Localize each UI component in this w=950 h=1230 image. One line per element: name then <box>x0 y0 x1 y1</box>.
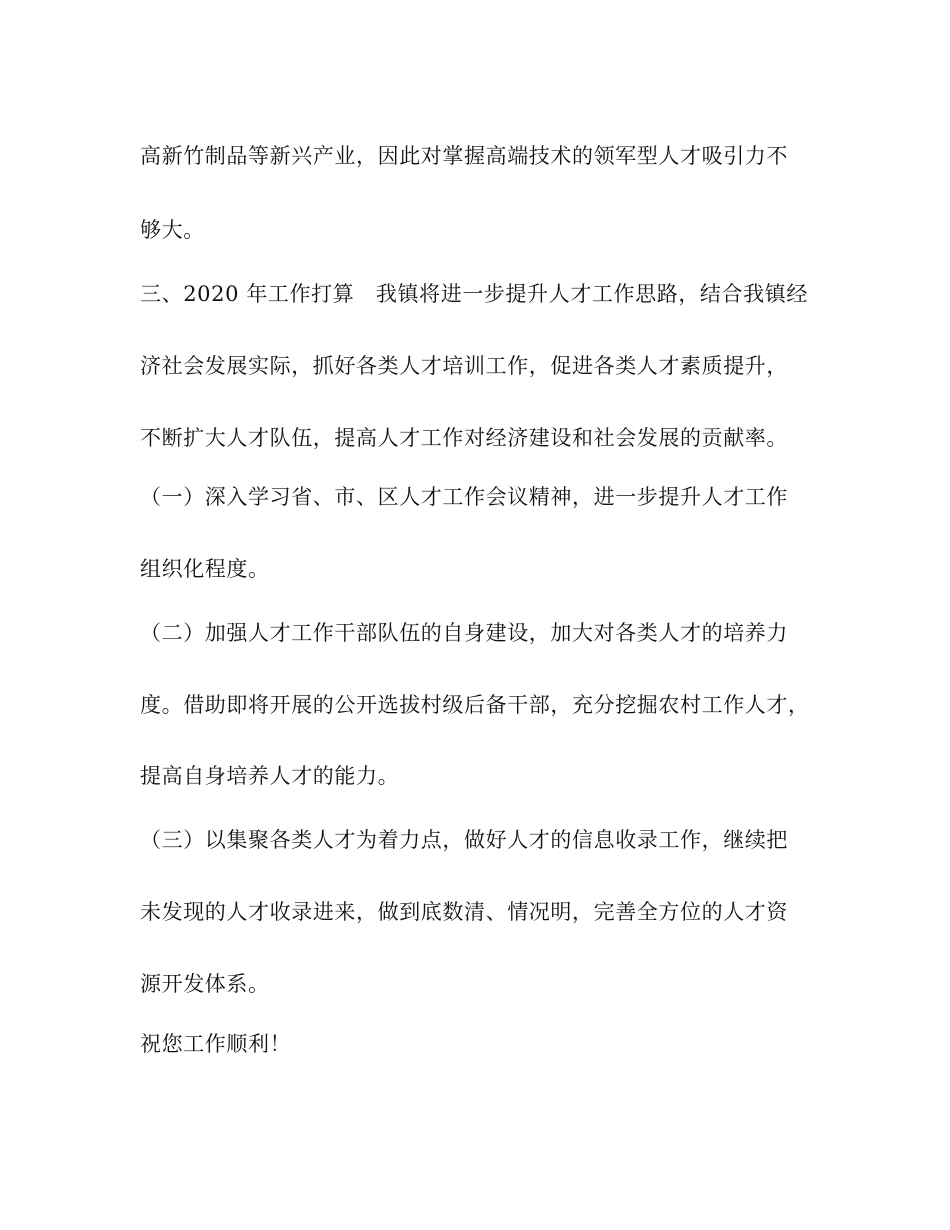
item-three-line-2: 未发现的人才收录进来，做到底数清、情况明，完善全方位的人才资 <box>140 900 788 924</box>
item-two-line-2: 度。借助即将开展的公开选拔村级后备干部，充分挖掘农村工作人才， <box>140 693 810 717</box>
item-two-line-3: 提高自身培养人才的能力。 <box>140 764 400 788</box>
item-one-line-2: 组织化程度。 <box>140 557 270 581</box>
text-line-1: 高新竹制品等新兴产业，因此对掌握高端技术的领军型人才吸引力不 <box>140 144 788 168</box>
item-three-line-1: （三）以集聚各类人才为着力点，做好人才的信息收录工作，继续把 <box>140 828 788 852</box>
closing-line: 祝您工作顺利！ <box>140 1032 292 1056</box>
text-line-5: 不断扩大人才队伍，提高人才工作对经济建设和社会发展的贡献率。 <box>140 426 788 450</box>
item-one-line-1: （一）深入学习省、市、区人才工作会议精神，进一步提升人才工作 <box>140 485 788 509</box>
section-heading-line: 三、2020 年工作打算 我镇将进一步提升人才工作思路，结合我镇经 <box>140 282 808 306</box>
text-line-2: 够大。 <box>140 218 205 242</box>
item-three-line-3: 源开发体系。 <box>140 972 270 996</box>
text-line-4: 济社会发展实际，抓好各类人才培训工作，促进各类人才素质提升， <box>140 354 788 378</box>
item-two-line-1: （二）加强人才工作干部队伍的自身建设，加大对各类人才的培养力 <box>140 621 788 645</box>
